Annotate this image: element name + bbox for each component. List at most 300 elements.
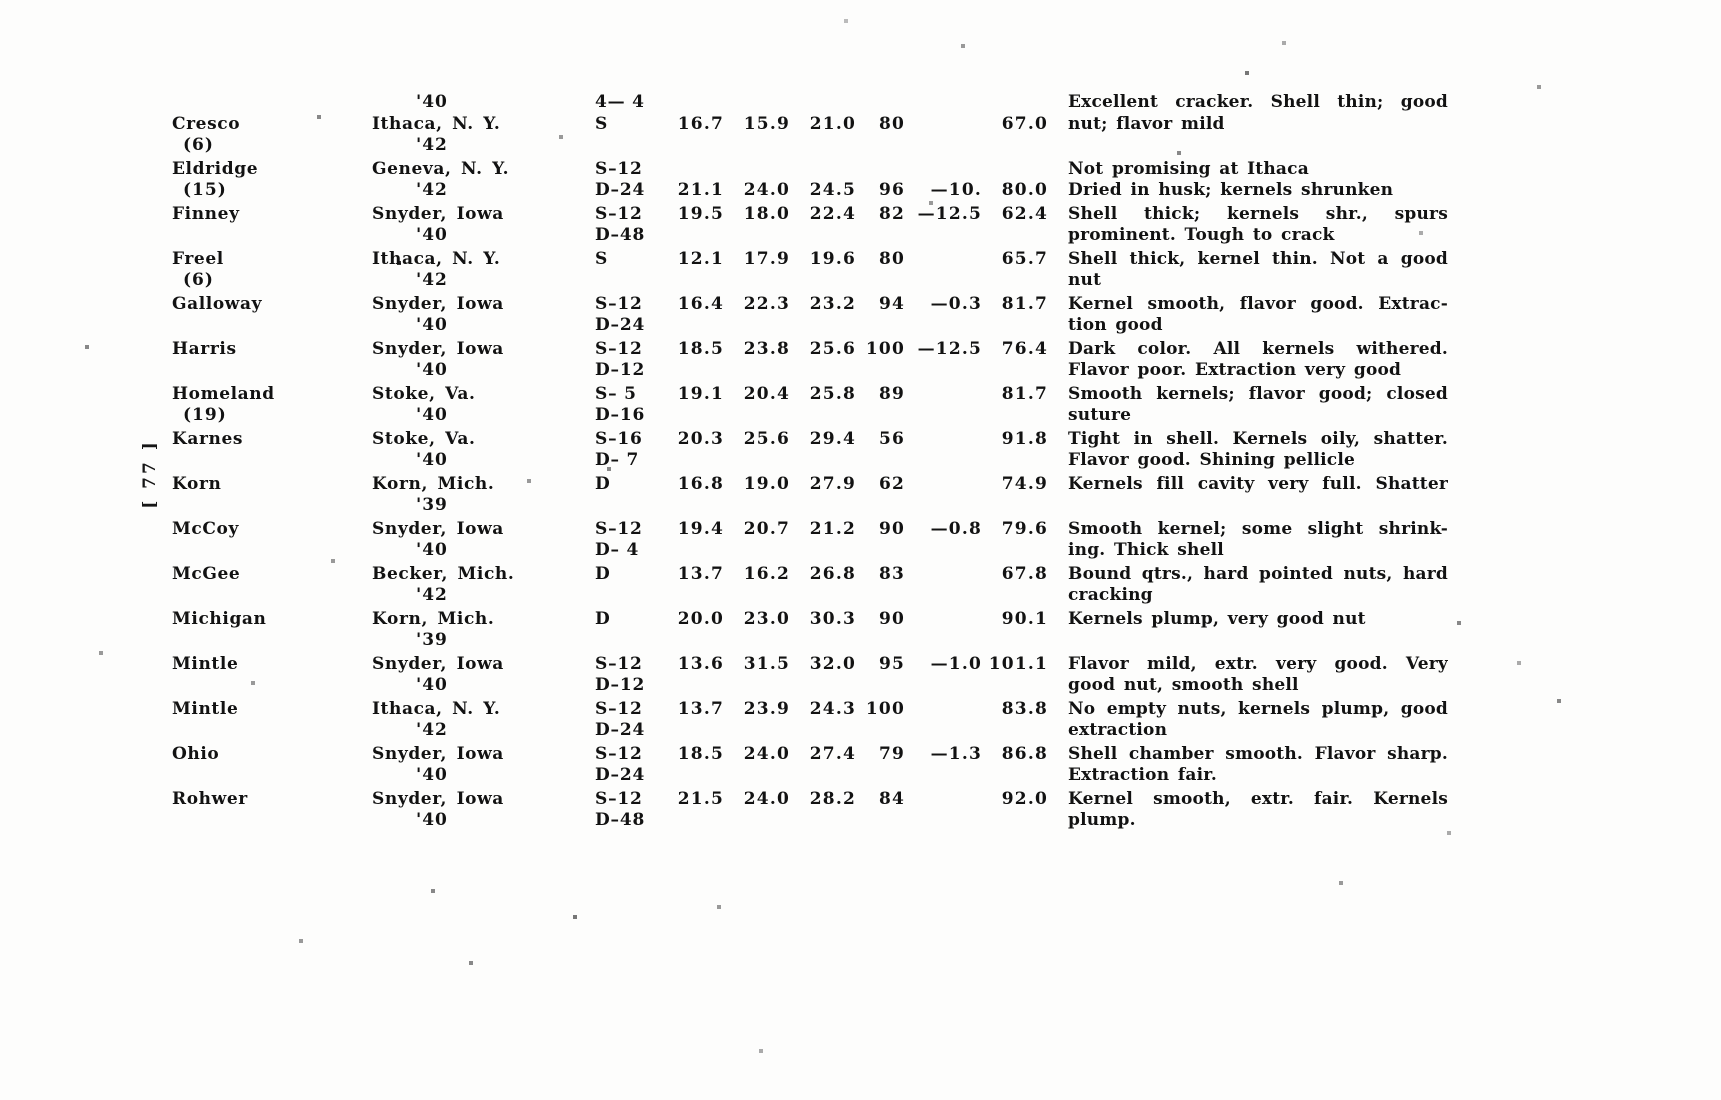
sample-code: D (595, 563, 611, 584)
num-col-4 (856, 159, 905, 181)
num-col-1 (664, 405, 724, 427)
table-line (172, 450, 1457, 472)
sample-code: S–12 (595, 518, 643, 539)
num-col-6 (982, 675, 1048, 697)
num-col-2 (724, 270, 790, 292)
variety-name: Korn (172, 473, 222, 494)
num-col-1 (664, 135, 724, 157)
num-col-3 (790, 585, 856, 607)
num-col-6: 81.7 (1001, 383, 1048, 404)
num-col-2: 20.4 (743, 383, 790, 404)
variety-name (172, 720, 372, 742)
num-col-1: 20.0 (677, 608, 724, 629)
num-col-6 (982, 225, 1048, 247)
source-location: Snyder, Iowa (372, 203, 504, 224)
table-line (172, 339, 1457, 361)
table-line (172, 294, 1457, 316)
remark-line: Shell thick; kernels shr., spurs (1068, 203, 1448, 224)
variety-name: Karnes (172, 428, 244, 449)
variety-name: Harris (172, 338, 237, 359)
remark-line: Tight in shell. Kernels oily, shatter. (1068, 428, 1448, 449)
num-col-5 (905, 429, 982, 451)
num-col-5: —1.3 (930, 743, 982, 764)
table-entry (172, 609, 1457, 652)
num-col-3 (790, 495, 856, 517)
num-col-5: —10. (930, 180, 982, 200)
spacer (1048, 225, 1068, 247)
table-entry (172, 474, 1457, 517)
num-col-5 (905, 699, 982, 721)
variety-name: Cresco (172, 113, 241, 134)
num-col-5 (905, 135, 982, 157)
num-col-4: 100 (865, 338, 905, 359)
num-col-4: 80 (878, 248, 905, 269)
num-col-3 (790, 540, 856, 562)
num-col-3 (790, 225, 856, 247)
num-col-1 (664, 270, 724, 292)
remark-line: nut (1068, 270, 1102, 290)
num-col-6 (982, 450, 1048, 472)
spacer (1048, 159, 1068, 181)
sample-code: S–12 (595, 743, 643, 764)
sample-code: S (595, 113, 609, 134)
num-col-2: 23.8 (743, 338, 790, 359)
spacer (1048, 405, 1068, 427)
num-col-6: 65.7 (1001, 248, 1048, 269)
source-location: Ithaca, N. Y. (372, 113, 501, 134)
source-year: '40 (416, 675, 448, 695)
num-col-4: 94 (878, 293, 905, 314)
num-col-2 (724, 135, 790, 157)
num-col-6: 101.1 (988, 653, 1048, 674)
num-col-6: 80.0 (1001, 180, 1048, 200)
num-col-6 (982, 540, 1048, 562)
num-col-2: 24.0 (743, 180, 790, 200)
sample-code: D–24 (595, 315, 646, 335)
num-col-3: 25.6 (809, 338, 856, 359)
num-col-6: 91.8 (1001, 428, 1048, 449)
remark-line: Flavor poor. Extraction very good (1068, 360, 1402, 380)
table-line (172, 744, 1457, 766)
num-col-4: 80 (878, 113, 905, 134)
table-line (172, 585, 1457, 607)
table-line (172, 204, 1457, 226)
num-col-4 (856, 450, 905, 472)
spacer (1048, 630, 1068, 652)
source-year: '42 (416, 585, 448, 605)
num-col-5: —0.8 (930, 518, 982, 539)
num-col-5: —12.5 (917, 338, 982, 359)
num-col-3 (790, 720, 856, 742)
sample-code (595, 270, 664, 292)
variety-name (172, 630, 372, 652)
num-col-2 (724, 495, 790, 517)
source-year: '42 (416, 720, 448, 740)
num-col-1: 13.7 (677, 698, 724, 719)
num-col-2 (724, 810, 790, 832)
num-col-5: —12.5 (917, 203, 982, 224)
variety-sample-count: (6) (183, 270, 214, 290)
num-col-6: 67.8 (1001, 563, 1048, 584)
spacer (1048, 564, 1068, 586)
table-line (172, 630, 1457, 652)
table-line (172, 384, 1457, 406)
variety-name (172, 450, 372, 472)
table-line (172, 270, 1457, 292)
remark-line: Smooth kernel; some slight shrink- (1068, 518, 1448, 539)
remark-line: suture (1068, 405, 1132, 425)
num-col-3: 24.3 (809, 698, 856, 719)
sample-code: S–12 (595, 293, 643, 314)
num-col-6 (982, 495, 1048, 517)
table-entry (172, 654, 1457, 697)
sample-code: S–16 (595, 428, 643, 449)
sample-code: S–12 (595, 788, 643, 809)
remark-line: ing. Thick shell (1068, 540, 1224, 560)
variety-name (172, 765, 372, 787)
num-col-5 (905, 474, 982, 496)
table-entry (172, 699, 1457, 742)
spacer (1048, 495, 1068, 517)
table-entry (172, 92, 1457, 157)
scan-speckles (0, 0, 2, 2)
num-col-4 (856, 540, 905, 562)
num-col-2 (724, 315, 790, 337)
remark-line: Shell chamber smooth. Flavor sharp. (1068, 743, 1448, 764)
num-col-2: 23.0 (743, 608, 790, 629)
variety-name (172, 810, 372, 832)
spacer (1048, 249, 1068, 271)
sample-code: S–12 (595, 338, 643, 359)
sample-code: S–12 (595, 158, 643, 179)
table-line (172, 789, 1457, 811)
num-col-1 (664, 675, 724, 697)
remark-line: Extraction fair. (1068, 765, 1217, 785)
variety-name (172, 585, 372, 607)
num-col-4 (856, 360, 905, 382)
num-col-2 (724, 225, 790, 247)
table-entry (172, 159, 1457, 202)
num-col-6: 90.1 (1001, 608, 1048, 629)
num-col-2: 16.2 (743, 563, 790, 584)
variety-name (172, 225, 372, 247)
source-year: '40 (416, 315, 448, 335)
num-col-1 (664, 159, 724, 181)
num-col-1 (664, 315, 724, 337)
spacer (1048, 720, 1068, 742)
table-line (172, 720, 1457, 742)
remark-line: Excellent cracker. Shell thin; good (1068, 92, 1448, 112)
num-col-1: 18.5 (677, 743, 724, 764)
num-col-3: 29.4 (809, 428, 856, 449)
num-col-4: 84 (878, 788, 905, 809)
sample-code: D–24 (595, 180, 646, 200)
num-col-2: 22.3 (743, 293, 790, 314)
remark-line: Not promising at Ithaca (1068, 158, 1309, 179)
num-col-3 (790, 630, 856, 652)
num-col-4 (856, 810, 905, 832)
source-location: Ithaca, N. Y. (372, 248, 501, 269)
num-col-1: 20.3 (677, 428, 724, 449)
table-entry (172, 744, 1457, 787)
table-line (172, 675, 1457, 697)
spacer (1048, 609, 1068, 631)
spacer (1048, 315, 1068, 337)
num-col-2 (724, 765, 790, 787)
num-col-2: 19.0 (743, 473, 790, 494)
num-col-6 (982, 810, 1048, 832)
num-col-4: 82 (878, 203, 905, 224)
num-col-4 (856, 315, 905, 337)
num-col-6: 76.4 (1001, 338, 1048, 359)
num-col-3: 24.5 (809, 180, 856, 200)
sample-code (595, 585, 664, 607)
remark-line (1068, 495, 1448, 517)
sample-code: D (595, 473, 611, 494)
source-location: Korn, Mich. (372, 473, 495, 494)
num-col-1 (664, 92, 724, 114)
source-year: '40 (416, 810, 448, 830)
source-location: Becker, Mich. (372, 563, 515, 584)
table-line (172, 114, 1457, 136)
source-year: '40 (416, 450, 448, 470)
spacer (1048, 450, 1068, 472)
spacer (1048, 474, 1068, 496)
num-col-6: 81.7 (1001, 293, 1048, 314)
source-year: '40 (416, 92, 448, 112)
sample-code: S–12 (595, 653, 643, 674)
remark-line (1068, 135, 1448, 157)
num-col-5 (905, 225, 982, 247)
remark-line: good nut, smooth shell (1068, 675, 1299, 695)
spacer (1048, 765, 1068, 787)
sample-code: S–12 (595, 698, 643, 719)
num-col-3: 27.4 (809, 743, 856, 764)
num-col-6 (982, 360, 1048, 382)
num-col-6: 67.0 (1001, 113, 1048, 134)
remark-line: Flavor mild, extr. very good. Very (1068, 653, 1448, 674)
spacer (1048, 270, 1068, 292)
num-col-3: 26.8 (809, 563, 856, 584)
num-col-4: 100 (865, 698, 905, 719)
num-col-4 (856, 765, 905, 787)
source-location: Snyder, Iowa (372, 518, 504, 539)
num-col-1 (664, 765, 724, 787)
num-col-5 (905, 609, 982, 631)
num-col-4 (856, 495, 905, 517)
num-col-5 (905, 450, 982, 472)
sample-code: S (595, 248, 609, 269)
num-col-3 (790, 810, 856, 832)
spacer (1048, 654, 1068, 676)
num-col-4 (856, 630, 905, 652)
remark-line: Kernel smooth, flavor good. Extrac- (1068, 293, 1448, 314)
table-line (172, 699, 1457, 721)
remark-line: prominent. Tough to crack (1068, 225, 1335, 245)
table-entry (172, 429, 1457, 472)
spacer (1048, 699, 1068, 721)
table-line (172, 474, 1457, 496)
spacer (1048, 135, 1068, 157)
num-col-6 (982, 135, 1048, 157)
remark-line: Kernels plump, very good nut (1068, 608, 1366, 629)
num-col-3 (790, 450, 856, 472)
num-col-1: 21.1 (677, 180, 724, 200)
sample-code: D–12 (595, 360, 646, 380)
num-col-4 (856, 270, 905, 292)
num-col-6: 74.9 (1001, 473, 1048, 494)
source-location: Korn, Mich. (372, 608, 495, 629)
num-col-3 (790, 270, 856, 292)
num-col-3: 19.6 (809, 248, 856, 269)
num-col-5 (905, 92, 982, 114)
num-col-6 (982, 159, 1048, 181)
num-col-1 (664, 810, 724, 832)
num-col-2 (724, 720, 790, 742)
spacer (1048, 384, 1068, 406)
remark-line: nut; flavor mild (1068, 113, 1225, 134)
variety-name: McCoy (172, 518, 239, 539)
remark-line: Bound qtrs., hard pointed nuts, hard (1068, 563, 1448, 584)
num-col-4 (856, 92, 905, 114)
num-col-6 (982, 270, 1048, 292)
num-col-2 (724, 585, 790, 607)
spacer (1048, 429, 1068, 451)
num-col-5 (905, 789, 982, 811)
table-entry (172, 204, 1457, 247)
source-location: Snyder, Iowa (372, 788, 504, 809)
source-year: '39 (416, 495, 448, 515)
variety-name: Homeland (172, 383, 275, 404)
table-line (172, 654, 1457, 676)
variety-name: Mintle (172, 698, 239, 719)
remark-line: extraction (1068, 720, 1168, 740)
num-col-4 (856, 405, 905, 427)
num-col-4 (856, 720, 905, 742)
num-col-6: 62.4 (1001, 203, 1048, 224)
num-col-3: 23.2 (809, 293, 856, 314)
variety-name: Finney (172, 203, 240, 224)
num-col-2 (724, 540, 790, 562)
num-col-2: 31.5 (743, 653, 790, 674)
remark-line: plump. (1068, 810, 1136, 830)
remark-line: Kernels fill cavity very full. Shatter (1068, 473, 1448, 494)
spacer (1048, 789, 1068, 811)
variety-sample-count: (15) (183, 180, 227, 200)
variety-name (172, 92, 372, 114)
variety-name: McGee (172, 563, 241, 584)
num-col-1: 19.1 (677, 383, 724, 404)
spacer (1048, 339, 1068, 361)
source-year: '42 (416, 270, 448, 290)
num-col-6 (982, 315, 1048, 337)
table-entry (172, 339, 1457, 382)
table-line (172, 609, 1457, 631)
num-col-1: 16.7 (677, 113, 724, 134)
num-col-2 (724, 159, 790, 181)
num-col-3 (790, 135, 856, 157)
source-location: Snyder, Iowa (372, 293, 504, 314)
num-col-5 (905, 114, 982, 136)
source-year: '40 (416, 765, 448, 785)
num-col-5: —0.3 (930, 293, 982, 314)
sample-code (595, 495, 664, 517)
num-col-4: 62 (878, 473, 905, 494)
num-col-1: 16.8 (677, 473, 724, 494)
num-col-6 (982, 92, 1048, 114)
num-col-5: —1.0 (930, 653, 982, 674)
spacer (1048, 744, 1068, 766)
variety-name: Michigan (172, 608, 267, 629)
variety-name (172, 495, 372, 517)
variety-name: Freel (172, 248, 224, 269)
num-col-2: 15.9 (743, 113, 790, 134)
num-col-6: 79.6 (1001, 518, 1048, 539)
spacer (1048, 585, 1068, 607)
num-col-6: 86.8 (1001, 743, 1048, 764)
num-col-4: 90 (878, 608, 905, 629)
table-line (172, 429, 1457, 451)
num-col-1: 16.4 (677, 293, 724, 314)
sample-code: D–12 (595, 675, 646, 695)
num-col-6 (982, 765, 1048, 787)
num-col-3 (790, 675, 856, 697)
num-col-1 (664, 630, 724, 652)
num-col-6: 83.8 (1001, 698, 1048, 719)
num-col-3: 21.2 (809, 518, 856, 539)
remark-line: cracking (1068, 585, 1153, 605)
num-col-1: 13.6 (677, 653, 724, 674)
num-col-5 (905, 630, 982, 652)
num-col-2: 18.0 (743, 203, 790, 224)
num-col-1: 12.1 (677, 248, 724, 269)
num-col-4: 79 (878, 743, 905, 764)
num-col-3: 21.0 (809, 113, 856, 134)
num-col-3: 28.2 (809, 788, 856, 809)
spacer (1048, 92, 1068, 114)
num-col-3: 22.4 (809, 203, 856, 224)
table-entry (172, 564, 1457, 607)
source-location: Snyder, Iowa (372, 338, 504, 359)
num-col-3 (790, 360, 856, 382)
table-line (172, 765, 1457, 787)
source-year: '42 (416, 135, 448, 155)
table-line (172, 249, 1457, 271)
num-col-4: 56 (878, 428, 905, 449)
table-line (172, 92, 1457, 114)
table-line (172, 405, 1457, 427)
num-col-3 (790, 405, 856, 427)
num-col-5 (905, 315, 982, 337)
num-col-2: 20.7 (743, 518, 790, 539)
num-col-5 (905, 765, 982, 787)
num-col-6 (982, 630, 1048, 652)
variety-name (172, 675, 372, 697)
sample-code: D (595, 608, 611, 629)
sample-code: D–16 (595, 405, 646, 425)
sample-code (595, 630, 664, 652)
num-col-3 (790, 159, 856, 181)
sample-code: D–48 (595, 225, 646, 245)
sample-code: D–24 (595, 720, 646, 740)
source-year: '40 (416, 405, 448, 425)
source-location: Stoke, Va. (372, 428, 476, 449)
num-col-4 (856, 225, 905, 247)
remark-line: Smooth kernels; flavor good; closed (1068, 383, 1448, 404)
remark-line (1068, 630, 1448, 652)
variety-name: Eldridge (172, 158, 259, 179)
spacer (1048, 114, 1068, 136)
